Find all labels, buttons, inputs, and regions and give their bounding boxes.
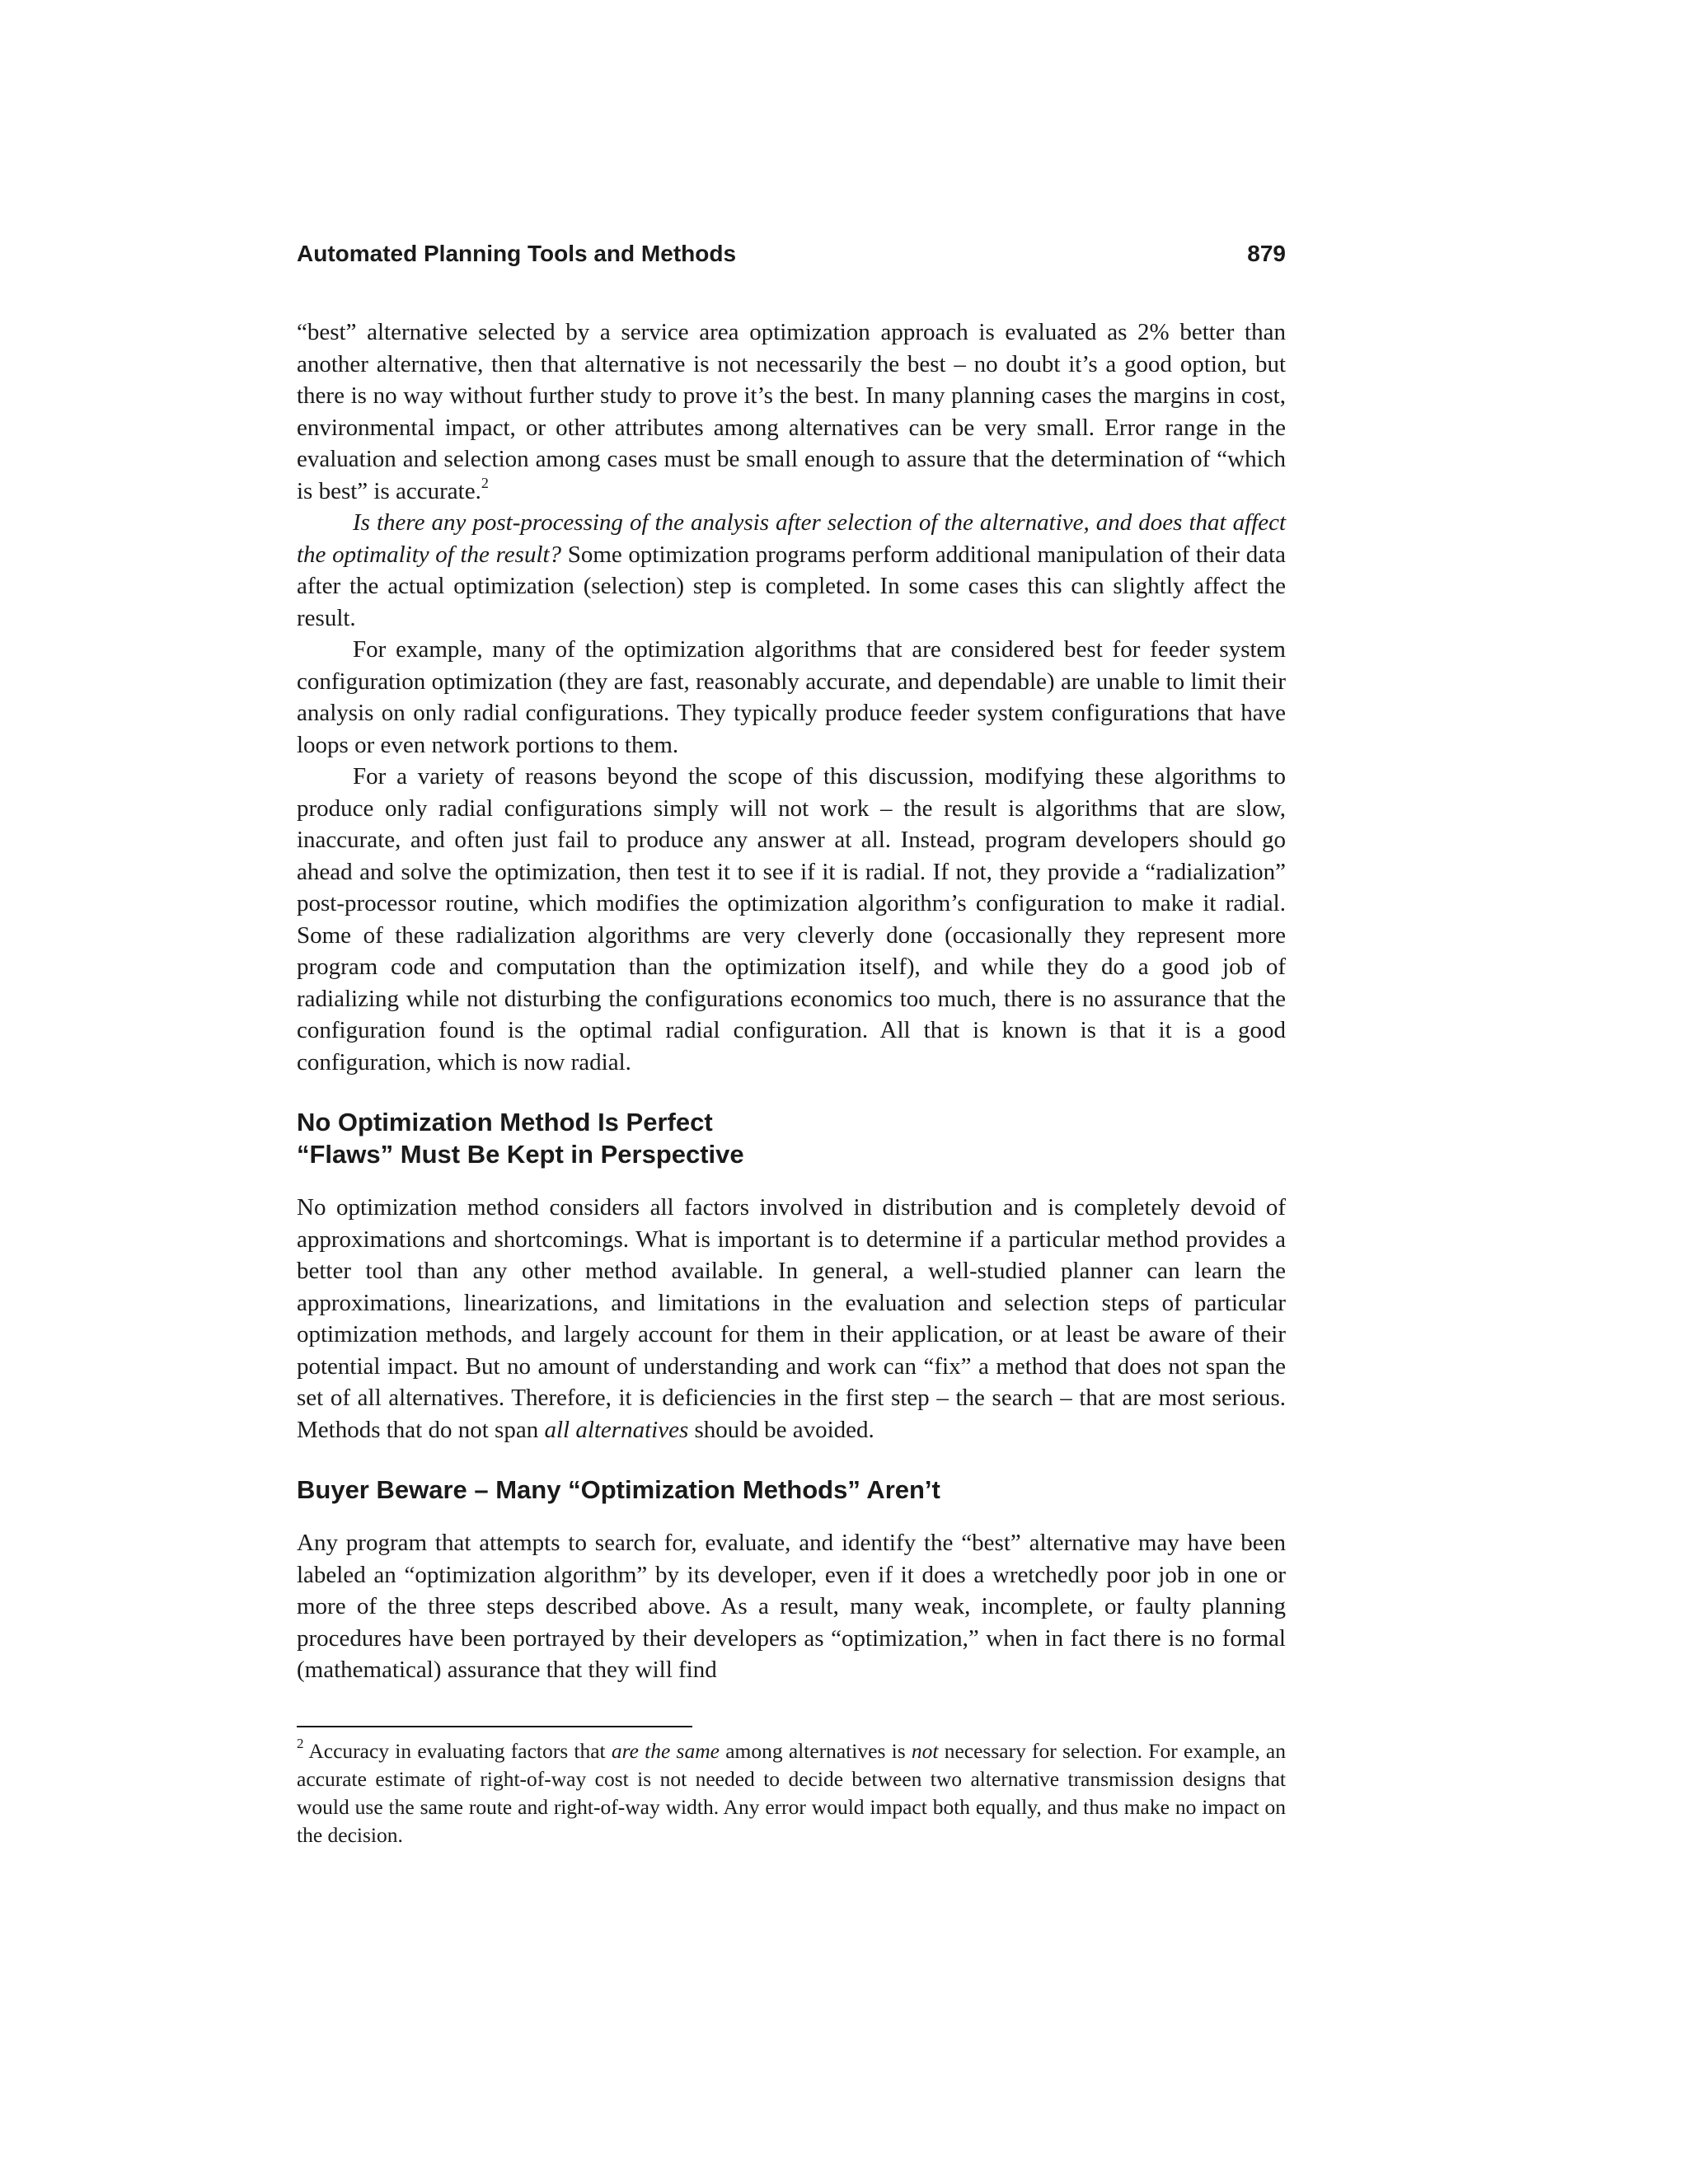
paragraph-2-text: Some optimization programs perform additional manipulation of their data after the actual optimization (selection) step is completed. In some cases this can slightly affect the result.	[297, 541, 1286, 631]
paragraph-3-text: For example, many of the optimization algorithms that are considered best for feeder system configuration optimization (they are fast, reasonably accurate, and dependable) are unable to limit their analysis on only radial configurations. They typically produce feeder system configurations that have loops or even network portions to them.	[297, 636, 1286, 758]
running-header-title: Automated Planning Tools and Methods	[297, 241, 737, 266]
footnote-text-a: Accuracy in evaluating factors that	[303, 1738, 612, 1763]
running-header	[297, 241, 1286, 267]
footnote-ref-2[interactable]: 2	[481, 474, 489, 491]
footnote-divider	[297, 1726, 692, 1727]
section-heading-no-optimization-perfect	[297, 1106, 1286, 1170]
paragraph-1-text: “best” alternative selected by a service area optimization approach is evaluated as 2% better than another alternative, then that alternative is not necessarily the best – no doubt it’s a good option, but there is no way without further study to prove it’s the best. In many planning cases the margins in cost, environmental impact, or other attributes among alternatives can be very small. Error range in the evaluation and selection among cases must be small enough to assure that the determination of “which is best” is accurate.	[297, 319, 1286, 504]
paragraph-5	[297, 1192, 1286, 1446]
paragraph-5-text: No optimization method considers all factors involved in distribution and is completely devoid of approximations and shortcomings. What is important is to determine if a particular method provides a better tool than any other method available. In general, a well-studied planner can learn the approximations, linearizations, and limitations in the evaluation and selection steps of particular optimization methods, and largely account for them in their application, or at least be aware of their potential impact. But no amount of understanding and work can “fix” a method that does not span the set of all alternatives. Therefore, it is deficiencies in the first step – the search – that are most serious. Methods that do not span	[297, 1194, 1286, 1443]
footnote-text-b: among alternatives is	[719, 1738, 912, 1763]
section-heading-line-2: “Flaws” Must Be Kept in Perspective	[297, 1140, 744, 1169]
paragraph-6	[297, 1527, 1286, 1686]
paragraph-2	[297, 507, 1286, 634]
footnote-2	[297, 1737, 1286, 1849]
section-heading-buyer-beware: Buyer Beware – Many “Optimization Methods” Aren’t	[297, 1475, 940, 1504]
main-text	[297, 316, 1286, 1686]
footnote-marker: 2	[297, 1736, 304, 1751]
paragraph-4	[297, 761, 1286, 1078]
paragraph-6-text: Any program that attempts to search for, evaluate, and identify the “best” alternative may have been labeled an “optimization algorithm” by its developer, even if it does a wretchedly poor job in one or more of the three steps described above. As a result, many weak, incomplete, or faulty planning procedures have been portrayed by their developers as “optimization,” when in fact there is no formal (mathematical) assurance that they will find	[297, 1530, 1286, 1683]
paragraph-5-italic: all alternatives	[544, 1416, 689, 1443]
paragraph-5-text-end: should be avoided.	[688, 1416, 874, 1443]
paragraph-2-question: Is there any post-processing of the analysis after selection of the alternative, and does that affect the optimality of the result?	[297, 509, 1286, 568]
paragraph-3	[297, 634, 1286, 761]
page-number: 879	[1247, 241, 1286, 266]
paragraph-4-text: For a variety of reasons beyond the scope of this discussion, modifying these algorithms to produce only radial configurations simply will not work – the result is algorithms that are slow, inaccurate, and often just fail to produce any answer at all. Instead, program developers should go ahead and solve the optimization, then test it to see if it is radial. If not, they provide a “radialization” post-processor routine, which modifies the optimization algorithm’s configuration to make it radial. Some of these radialization algorithms are very cleverly done (occasionally they represent more program code and computation than the optimization itself), and while they do a good job of radializing while not disturbing the configurations economics too much, there is no assurance that the configuration found is the optimal radial configuration. All that is known is that it is a good configuration, which is now radial.	[297, 763, 1286, 1076]
footnote-italic-b: not	[911, 1738, 939, 1763]
footnote-text-c: necessary for selection. For example, an accurate estimate of right-of-way cost is not needed to decide between two alternative transmission designs that would use the same route and right-of-way width. Any error would impact both equally, and thus make no impact on the decision.	[297, 1738, 1286, 1847]
paragraph-1	[297, 316, 1286, 507]
section-heading-line-1: No Optimization Method Is Perfect	[297, 1108, 713, 1137]
footnote-italic-a: are the same	[611, 1738, 720, 1763]
book-page	[297, 241, 1286, 1849]
